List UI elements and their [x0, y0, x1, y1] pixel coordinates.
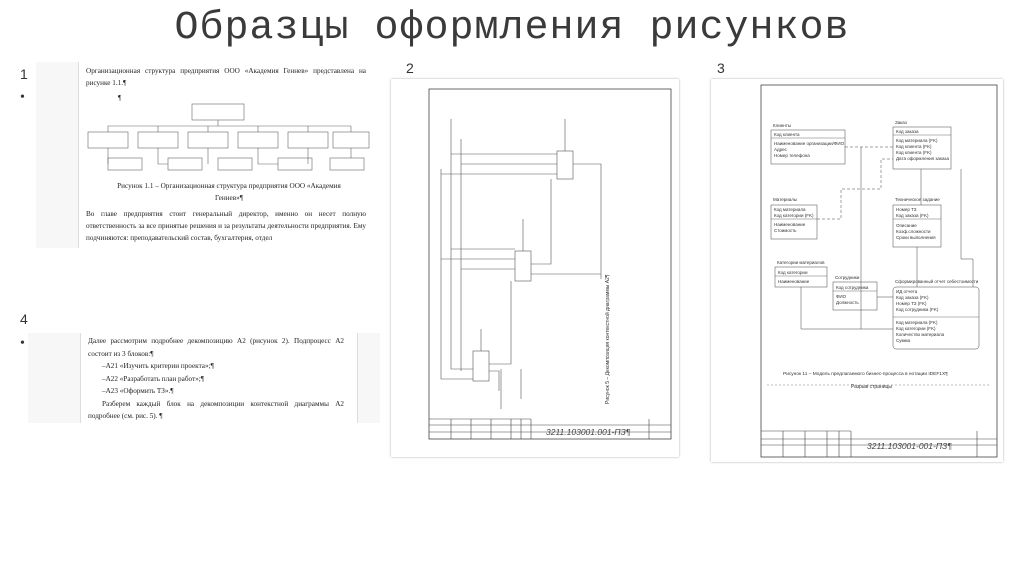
- entity-staff-key: Код сотрудника: [836, 285, 869, 290]
- sample-4-text-page: [28, 333, 380, 423]
- sample-4-line1: Далее рассмотрим подробнее декомпозицию А2 (рисунок 2). Подпроцесс А2 состоит из 3 блоков:¶: [88, 337, 344, 358]
- entity-report-key: Код заказа (FK): [896, 295, 929, 300]
- entity-order-attr: Код материала (FK): [896, 138, 938, 143]
- sample-2-caption: Рисунок 5 – Декомпозиция контекстной диаграммы А2¶: [605, 274, 611, 404]
- entity-order-title: Заказ: [895, 120, 907, 125]
- label-3: 3: [717, 60, 725, 76]
- entity-spec-key: Номер ТЗ: [896, 207, 917, 212]
- entity-clients-attr: Наименование организации/ФИО: [774, 141, 845, 146]
- sample-2-decomposition-page: [391, 79, 679, 457]
- entity-order-attr: Код клиента (FK): [896, 144, 932, 149]
- entity-clients-attr: Номер телефона: [774, 153, 810, 158]
- entity-report-attr: Сумма: [896, 338, 911, 343]
- entity-clients-attr: Адрес: [774, 147, 787, 152]
- entity-report-title: Сформированный отчет себестоимости: [895, 279, 979, 284]
- sample-1-body: Во главе предприятия стоит генеральный директор, именно он несет полную ответственность за все принятые решения и за результаты деятельности предприятия. Ему подчиняются: преподавательский состав, бухгалтерия, отдел: [86, 210, 366, 242]
- entity-report-attr: Код категории (FK): [896, 326, 936, 331]
- entity-report-attr: Код материала (FK): [896, 320, 938, 325]
- sample-3-idef1x-page: [711, 79, 1003, 462]
- sample-2-drawing: [391, 79, 679, 457]
- sample-1-org-structure: [36, 62, 372, 248]
- entity-order-attr: Код клиента (FK): [896, 150, 932, 155]
- sample-1-pilcrow: ¶: [118, 94, 122, 102]
- label-1: 1: [20, 66, 28, 82]
- sample-3-stamp: 3211.103001-001-ПЗ¶: [867, 441, 952, 451]
- entity-staff-attr: ФИО: [836, 294, 847, 299]
- sample-3-drawing: [711, 79, 1003, 462]
- entity-report-key: Номер ТЗ (FK): [896, 301, 927, 306]
- sample-1-intro: Организационная структура предприятия ООО «Академия Геннев» представлена на рисунке 1.1.¶: [86, 67, 366, 87]
- entity-report-key: Код сотрудника (FK): [896, 307, 939, 312]
- label-4: 4: [20, 311, 28, 327]
- entity-materials-attr: Стоимость: [774, 228, 797, 233]
- entity-spec-attr: Сроки выполнения: [896, 235, 936, 240]
- sample-3-page-break: Разрыв страницы: [851, 384, 892, 390]
- entity-categories-key: Код категории: [778, 270, 808, 275]
- org-chart: [78, 102, 372, 174]
- entity-order-key: Код заказа: [896, 129, 919, 134]
- slide-title: Образцы оформления рисунков: [174, 6, 850, 51]
- entity-staff-title: Сотрудники: [835, 275, 860, 280]
- entity-clients-key: Код клиента: [774, 132, 800, 137]
- sample-4-line2: Разберем каждый блок на декомпозиции контекстной диаграммы А2 подробнее (см. рис. 5). ¶: [88, 399, 344, 420]
- entity-materials-key: Код материала: [774, 207, 806, 212]
- sample-4-item2: –А22 «Разработать план работ»;¶: [102, 374, 204, 383]
- bullet-4: •: [20, 336, 25, 351]
- sample-4-item1: –А21 «Изучить критерии проекта»;¶: [102, 362, 214, 370]
- entity-spec-attr: Коэф.сложности: [896, 229, 931, 234]
- entity-materials-key: Код категории (FK): [774, 213, 814, 218]
- entity-report-attr: Количество материала: [896, 332, 945, 337]
- bullet-1: •: [20, 90, 25, 105]
- sample-3-caption: Рисунок 11 – Модель предлагаемого бизнес-процесса в нотации IDEF1X¶: [783, 372, 948, 377]
- entity-staff-attr: Должность: [836, 300, 859, 305]
- entity-spec-attr: Описание: [896, 223, 917, 228]
- entity-report-key: ИД отчета: [896, 289, 918, 294]
- label-2: 2: [406, 60, 414, 76]
- entity-categories-attr: Наименование: [778, 279, 810, 284]
- entity-order-attr: Дата оформления заказа: [896, 156, 949, 161]
- entity-categories-title: Категории материалов: [777, 260, 825, 265]
- entity-materials-attr: Наименование: [774, 222, 806, 227]
- sample-4-item3: –А23 «Оформить ТЗ».¶: [102, 387, 174, 395]
- entity-spec-title: Техническое задание: [895, 197, 940, 202]
- entity-clients-title: Клиенты: [773, 123, 792, 128]
- sample-2-stamp: 3211.103001.001-ПЗ¶: [546, 427, 631, 437]
- sample-1-caption: Рисунок 1.1 – Организационная структура предприятия ООО «Академия Геннев»¶: [117, 182, 341, 202]
- entity-materials-title: Материалы: [773, 197, 798, 202]
- entity-spec-key: Код заказа (FK): [896, 213, 929, 218]
